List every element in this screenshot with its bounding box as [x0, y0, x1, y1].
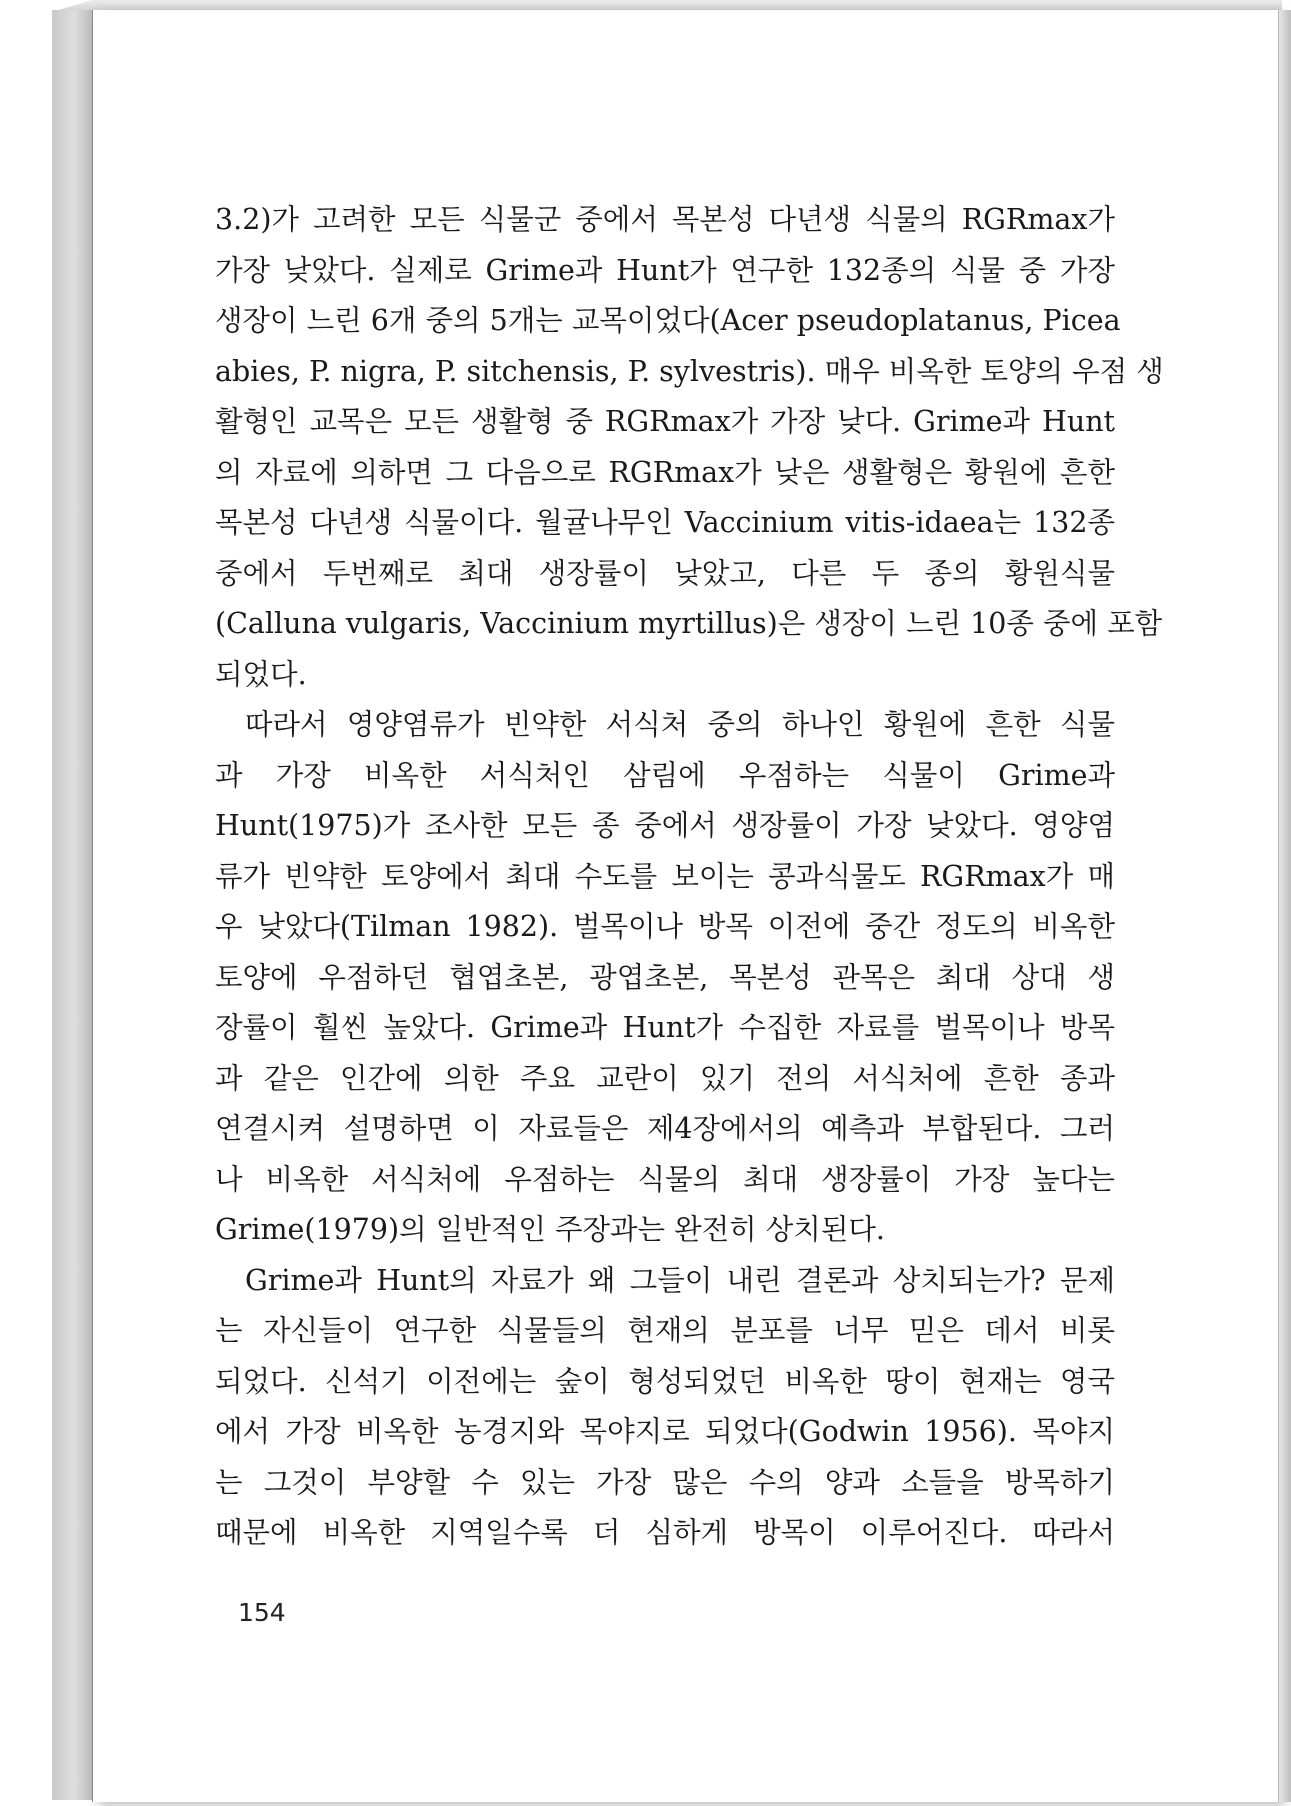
text-line: 때문에 비옥한 지역일수록 더 심하게 방목이 이루어진다. 따라서: [215, 1516, 1115, 1549]
text-line: 되었다.: [215, 657, 307, 691]
book-spine: [52, 10, 93, 1800]
text-line: 과 같은 인간에 의한 주요 교란이 있기 전의 서식처에 흔한 종과: [215, 1061, 1115, 1095]
body-text: [215, 195, 1164, 1559]
text-line: 우 낮았다(Tilman 1982). 벌목이나 방목 이전에 중간 정도의 비옥한: [215, 910, 1115, 943]
paragraph-3: [215, 1256, 1115, 1559]
text-line: 과 가장 비옥한 서식처인 삼림에 우점하는 식물이 Grime과: [215, 758, 1115, 792]
text-line: 의 자료에 의하면 그 다음으로 RGRmax가 낮은 생활형은 황원에 흔한: [215, 455, 1115, 489]
text-line: 에서 가장 비옥한 농경지와 목야지로 되었다(Godwin 1956). 목야지: [215, 1415, 1115, 1448]
text-line: 되었다. 신석기 이전에는 숲이 형성되었던 비옥한 땅이 현재는 영국: [215, 1364, 1115, 1398]
text-line: 중에서 두번째로 최대 생장률이 낮았고, 다른 두 종의 황원식물: [215, 556, 1115, 590]
text-line: 토양에 우점하던 협엽초본, 광엽초본, 목본성 관목은 최대 상대 생: [215, 960, 1115, 994]
text-line: 생장이 느린 6개 중의 5개는 교목이었다(Acer pseudoplatanus, Picea: [215, 304, 1121, 337]
text-line: 는 그것이 부양할 수 있는 가장 많은 수의 양과 소들을 방목하기: [215, 1465, 1115, 1499]
text-line: abies, P. nigra, P. sitchensis, P. sylvestris). 매우 비옥한 토양의 우점 생: [215, 354, 1164, 388]
page-number: 154: [238, 1598, 286, 1627]
text-line: 목본성 다년생 식물이다. 월귤나무인 Vaccinium vitis-idaea는 132종: [215, 506, 1115, 539]
paragraph-2: [215, 700, 1115, 1256]
page-edge: [1279, 10, 1291, 1802]
text-line: 활형인 교목은 모든 생활형 중 RGRmax가 가장 낮다. Grime과 Hunt: [215, 405, 1115, 438]
text-line: (Calluna vulgaris, Vaccinium myrtillus)은 생장이 느린 10종 중에 포함: [215, 607, 1163, 640]
text-line: 류가 빈약한 토양에서 최대 수도를 보이는 콩과식물도 RGRmax가 매: [215, 859, 1115, 893]
paragraph-1: [215, 195, 1164, 700]
text-line: 가장 낮았다. 실제로 Grime과 Hunt가 연구한 132종의 식물 중 가장: [215, 253, 1115, 287]
text-line: 는 자신들이 연구한 식물들의 현재의 분포를 너무 믿은 데서 비롯: [215, 1314, 1115, 1347]
text-line: Hunt(1975)가 조사한 모든 종 중에서 생장률이 가장 낮았다. 영양염: [215, 809, 1115, 842]
text-line: Grime(1979)의 일반적인 주장과는 완전히 상치된다.: [215, 1213, 885, 1246]
text-line: Grime과 Hunt의 자료가 왜 그들이 내린 결론과 상치되는가? 문제: [245, 1263, 1115, 1297]
text-line: 장률이 훨씬 높았다. Grime과 Hunt가 수집한 자료를 벌목이나 방목: [215, 1011, 1115, 1044]
text-line: 연결시켜 설명하면 이 자료들은 제4장에서의 예측과 부합된다. 그러: [215, 1112, 1115, 1145]
text-line: 나 비옥한 서식처에 우점하는 식물의 최대 생장률이 가장 높다는: [215, 1162, 1115, 1196]
text-line: 3.2)가 고려한 모든 식물군 중에서 목본성 다년생 식물의 RGRmax가: [215, 203, 1115, 236]
text-line: 따라서 영양염류가 빈약한 서식처 중의 하나인 황원에 흔한 식물: [245, 708, 1115, 741]
